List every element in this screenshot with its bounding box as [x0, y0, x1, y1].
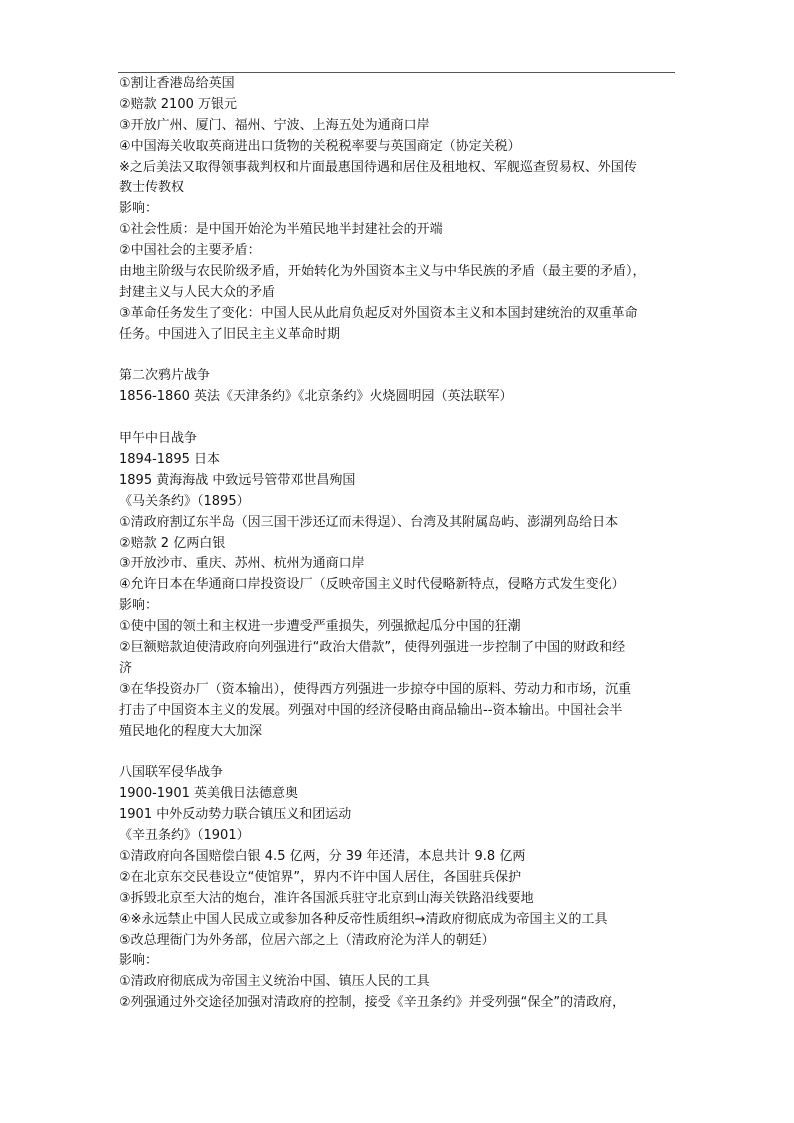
text-line: ③开放沙市、重庆、苏州、杭州为通商口岸 [119, 556, 365, 572]
header-rule [118, 72, 675, 73]
text-line: 1856-1860 英法《天津条约》《北京条约》火烧圆明园（英法联军） [119, 389, 513, 405]
text-line: 1901 中外反动势力联合镇压义和团运动 [119, 807, 352, 823]
text-line: ②赔款 2100 万银元 [119, 96, 238, 112]
text-line: 八国联军侵华战争 [119, 765, 224, 781]
text-line: 《辛丑条约》（1901） [119, 828, 250, 844]
text-line: 《马关条约》（1895） [119, 493, 250, 509]
document-body [119, 74, 679, 1014]
text-line: 影响： [119, 201, 159, 217]
text-line: 1894-1895 日本 [119, 452, 220, 468]
blank-line [119, 743, 679, 764]
text-line: ④中国海关收取英商进出口货物的关税税率要与英国商定（协定关税） [119, 138, 521, 154]
blank-line [119, 346, 679, 367]
text-line: ①清政府割辽东半岛（因三国干涉还辽而未得逞）、台湾及其附属岛屿、澎湖列岛给日本 [119, 514, 619, 530]
text-line: ③在华投资办厂（资本输出），使得西方列强进一步掠夺中国的原料、劳动力和市场，沉重 [119, 681, 632, 697]
text-line: ①清政府向各国赔偿白银 4.5 亿两，分 39 年还清，本息共计 9.8 亿两 [119, 848, 526, 864]
text-line: 甲午中日战争 [119, 431, 198, 447]
text-line: 殖民地化的程度大大加深 [119, 723, 263, 739]
text-line: 影响： [119, 598, 159, 614]
text-line: ②中国社会的主要矛盾： [119, 243, 261, 259]
text-line: ①社会性质：是中国开始沦为半殖民地半封建社会的开端 [119, 222, 443, 238]
text-line: ②巨额赔款迫使清政府向列强进行“政治大借款”，使得列强进一步控制了中国的财政和经 [119, 640, 626, 656]
text-line: ②在北京东交民巷设立“使馆界”，界内不许中国人居住，各国驻兵保护 [119, 869, 522, 885]
text-line: 教士传教权 [119, 180, 185, 196]
text-line: ③开放广州、厦门、福州、宁波、上海五处为通商口岸 [119, 117, 430, 133]
text-line: 济 [119, 660, 133, 676]
text-line: 影响： [119, 953, 159, 969]
text-line: ①清政府彻底成为帝国主义统治中国、镇压人民的工具 [119, 974, 430, 990]
text-line: ②赔款 2 亿两白银 [119, 535, 226, 551]
text-line: 1895 黄海海战 中致远号管带邓世昌殉国 [119, 472, 356, 488]
text-line: 打击了中国资本主义的发展。列强对中国的经济侵略由商品输出--资本输出。中国社会半 [119, 702, 623, 718]
text-line: ⑤改总理衙门为外务部，位居六部之上（清政府沦为洋人的朝廷） [119, 932, 495, 948]
blank-line [119, 408, 679, 429]
text-line: 封建主义与人民大众的矛盾 [119, 284, 276, 300]
text-line: ④允许日本在华通商口岸投资设厂（反映帝国主义时代侵略新特点，侵略方式发生变化） [119, 577, 625, 593]
text-line: ①割让香港岛给英国 [119, 76, 235, 91]
text-line: ③拆毁北京至大沽的炮台，准许各国派兵驻守北京到山海关铁路沿线要地 [119, 890, 534, 906]
text-line: 任务。中国进入了旧民主主义革命时期 [119, 326, 341, 342]
text-line: ②列强通过外交途径加强对清政府的控制，接受《辛丑条约》并受列强“保全”的清政府， [119, 995, 626, 1011]
text-line: ④※永远禁止中国人民成立或参加各种反帝性质组织→清政府彻底成为帝国主义的工具 [119, 911, 608, 927]
text-line: ①使中国的领土和主权进一步遭受严重损失，列强掀起瓜分中国的狂潮 [119, 619, 521, 635]
text-line: ③革命任务发生了变化：中国人民从此肩负起反对外国资本主义和本国封建统治的双重革命 [119, 305, 638, 321]
text-line: 由地主阶级与农民阶级矛盾，开始转化为外国资本主义与中华民族的矛盾（最主要的矛盾）， [119, 264, 646, 280]
text-line: ※之后美法又取得领事裁判权和片面最惠国待遇和居住及租地权、军舰巡查贸易权、外国传 [119, 159, 637, 175]
text-line: 1900-1901 英美俄日法德意奥 [119, 786, 298, 802]
text-line: 第二次鸦片战争 [119, 368, 211, 384]
